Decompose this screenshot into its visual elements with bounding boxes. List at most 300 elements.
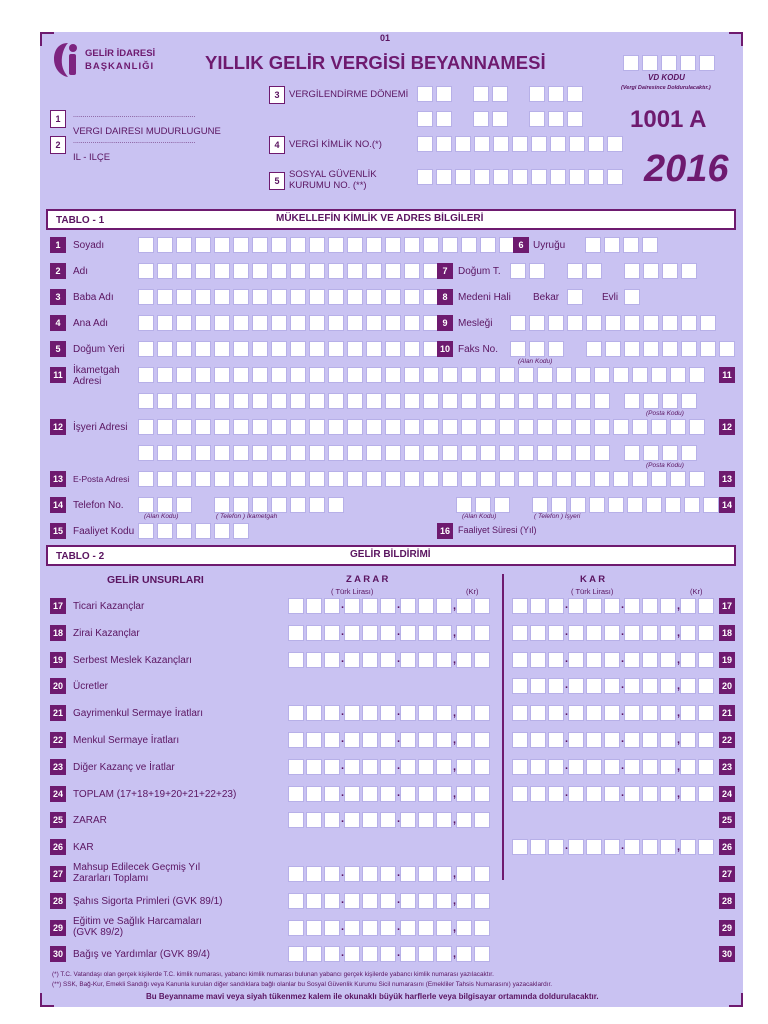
tel-isyeri-alan-cell[interactable] (456, 497, 472, 513)
ikametgah-cell[interactable] (404, 367, 420, 383)
ikametgah-cell[interactable] (195, 393, 211, 409)
soyadi-cell[interactable] (271, 237, 287, 253)
kar-17-cell[interactable] (568, 598, 584, 614)
dogum-yil-cell[interactable] (643, 263, 659, 279)
isyeri-cell[interactable] (537, 419, 553, 435)
sgk-no-cell[interactable] (436, 169, 452, 185)
adi-cell[interactable] (214, 263, 230, 279)
dogum-yeri-cell[interactable] (328, 341, 344, 357)
kar-24-cell[interactable] (624, 786, 640, 802)
ikametgah-cell[interactable] (252, 367, 268, 383)
eposta-cell[interactable] (651, 471, 667, 487)
meslek-cell[interactable] (605, 315, 621, 331)
zarar-23-cell[interactable] (362, 759, 378, 775)
zarar-24-cell[interactable] (380, 786, 396, 802)
faks-alan-cell[interactable] (548, 341, 564, 357)
ana-adi-cell[interactable] (328, 315, 344, 331)
zarar-25-cell[interactable] (306, 812, 322, 828)
zarar-29-cell[interactable] (362, 920, 378, 936)
kar-21-cell[interactable] (568, 705, 584, 721)
kar-22-cell[interactable] (530, 732, 546, 748)
ikametgah-cell[interactable] (157, 393, 173, 409)
faks-cell[interactable] (643, 341, 659, 357)
zarar-21-cell[interactable] (324, 705, 340, 721)
eposta-cell[interactable] (613, 471, 629, 487)
ikametgah-cell[interactable] (328, 393, 344, 409)
kar-19-cell[interactable] (604, 652, 620, 668)
isyeri-cell[interactable] (499, 419, 515, 435)
kar-26-cell[interactable] (530, 839, 546, 855)
zarar-18-cell[interactable] (306, 625, 322, 641)
adi-cell[interactable] (309, 263, 325, 279)
zarar-29-kurus-cell[interactable] (456, 920, 472, 936)
uyrugu-cell[interactable] (604, 237, 620, 253)
sgk-no-cell[interactable] (588, 169, 604, 185)
zarar-22-kurus-cell[interactable] (456, 732, 472, 748)
zarar-28-cell[interactable] (400, 893, 416, 909)
tel-ikametgah-cell[interactable] (233, 497, 249, 513)
isyeri-cell[interactable] (689, 419, 705, 435)
zarar-19-cell[interactable] (288, 652, 304, 668)
kar-18-cell[interactable] (660, 625, 676, 641)
period-cell[interactable] (567, 86, 583, 102)
kar-23-kurus-cell[interactable] (680, 759, 696, 775)
soyadi-cell[interactable] (404, 237, 420, 253)
period-cell[interactable] (436, 86, 452, 102)
faks-cell[interactable] (700, 341, 716, 357)
kar-21-cell[interactable] (660, 705, 676, 721)
kar-26-cell[interactable] (586, 839, 602, 855)
zarar-17-cell[interactable] (436, 598, 452, 614)
zarar-18-kurus-cell[interactable] (474, 625, 490, 641)
eposta-cell[interactable] (423, 471, 439, 487)
isyeri-cell[interactable] (214, 445, 230, 461)
eposta-cell[interactable] (632, 471, 648, 487)
ikametgah-posta-cell[interactable] (681, 393, 697, 409)
kar-19-cell[interactable] (660, 652, 676, 668)
eposta-cell[interactable] (594, 471, 610, 487)
soyadi-cell[interactable] (328, 237, 344, 253)
zarar-19-cell[interactable] (306, 652, 322, 668)
zarar-18-cell[interactable] (436, 625, 452, 641)
kar-18-cell[interactable] (512, 625, 528, 641)
ikametgah-cell[interactable] (480, 393, 496, 409)
zarar-23-cell[interactable] (380, 759, 396, 775)
dogum-yeri-cell[interactable] (214, 341, 230, 357)
zarar-19-cell[interactable] (362, 652, 378, 668)
tel-ikametgah-cell[interactable] (328, 497, 344, 513)
kar-23-cell[interactable] (548, 759, 564, 775)
kar-17-cell[interactable] (530, 598, 546, 614)
faks-cell[interactable] (624, 341, 640, 357)
zarar-27-cell[interactable] (344, 866, 360, 882)
zarar-24-cell[interactable] (362, 786, 378, 802)
faaliyet-kodu-cell[interactable] (214, 523, 230, 539)
dogum-yeri-cell[interactable] (252, 341, 268, 357)
dogum-yeri-cell[interactable] (404, 341, 420, 357)
ana-adi-cell[interactable] (366, 315, 382, 331)
ikametgah-cell[interactable] (499, 367, 515, 383)
zarar-25-cell[interactable] (436, 812, 452, 828)
sgk-no-cell[interactable] (493, 169, 509, 185)
zarar-30-cell[interactable] (324, 946, 340, 962)
zarar-17-cell[interactable] (306, 598, 322, 614)
zarar-28-kurus-cell[interactable] (456, 893, 472, 909)
eposta-cell[interactable] (556, 471, 572, 487)
sgk-no-cell[interactable] (607, 169, 623, 185)
isyeri-cell[interactable] (651, 419, 667, 435)
faks-alan-cell[interactable] (510, 341, 526, 357)
ana-adi-cell[interactable] (157, 315, 173, 331)
faks-alan-cell[interactable] (529, 341, 545, 357)
zarar-18-cell[interactable] (324, 625, 340, 641)
zarar-19-kurus-cell[interactable] (456, 652, 472, 668)
kar-24-cell[interactable] (642, 786, 658, 802)
isyeri-cell[interactable] (461, 445, 477, 461)
isyeri-cell[interactable] (404, 445, 420, 461)
zarar-29-cell[interactable] (380, 920, 396, 936)
zarar-30-cell[interactable] (400, 946, 416, 962)
eposta-cell[interactable] (670, 471, 686, 487)
adi-cell[interactable] (366, 263, 382, 279)
dogum-yeri-cell[interactable] (271, 341, 287, 357)
zarar-17-cell[interactable] (344, 598, 360, 614)
kar-24-kurus-cell[interactable] (680, 786, 696, 802)
tel-isyeri-cell[interactable] (608, 497, 624, 513)
ikametgah-cell[interactable] (537, 393, 553, 409)
zarar-28-cell[interactable] (418, 893, 434, 909)
soyadi-cell[interactable] (385, 237, 401, 253)
dogum-yeri-cell[interactable] (233, 341, 249, 357)
zarar-27-cell[interactable] (324, 866, 340, 882)
kar-23-kurus-cell[interactable] (698, 759, 714, 775)
eposta-cell[interactable] (138, 471, 154, 487)
zarar-24-cell[interactable] (306, 786, 322, 802)
period-cell[interactable] (529, 86, 545, 102)
eposta-cell[interactable] (575, 471, 591, 487)
kar-22-cell[interactable] (548, 732, 564, 748)
tel-isyeri-cell[interactable] (627, 497, 643, 513)
vergi-kimlik-cell[interactable] (417, 136, 433, 152)
adi-cell[interactable] (328, 263, 344, 279)
kar-26-kurus-cell[interactable] (698, 839, 714, 855)
dogum-gun-cell[interactable] (510, 263, 526, 279)
zarar-25-cell[interactable] (324, 812, 340, 828)
eposta-cell[interactable] (176, 471, 192, 487)
isyeri-cell[interactable] (594, 445, 610, 461)
zarar-17-cell[interactable] (418, 598, 434, 614)
adi-cell[interactable] (233, 263, 249, 279)
soyadi-cell[interactable] (442, 237, 458, 253)
zarar-30-kurus-cell[interactable] (474, 946, 490, 962)
kar-19-cell[interactable] (624, 652, 640, 668)
kar-26-cell[interactable] (624, 839, 640, 855)
tel-isyeri-cell[interactable] (532, 497, 548, 513)
eposta-cell[interactable] (461, 471, 477, 487)
zarar-28-cell[interactable] (362, 893, 378, 909)
ana-adi-cell[interactable] (195, 315, 211, 331)
zarar-24-cell[interactable] (344, 786, 360, 802)
isyeri-cell[interactable] (518, 419, 534, 435)
zarar-28-cell[interactable] (344, 893, 360, 909)
dogum-ay-cell[interactable] (567, 263, 583, 279)
zarar-19-cell[interactable] (324, 652, 340, 668)
ikametgah-cell[interactable] (518, 393, 534, 409)
zarar-17-cell[interactable] (400, 598, 416, 614)
kar-22-cell[interactable] (624, 732, 640, 748)
tel-ikametgah-cell[interactable] (252, 497, 268, 513)
zarar-29-kurus-cell[interactable] (474, 920, 490, 936)
ikametgah-cell[interactable] (366, 367, 382, 383)
ikametgah-cell[interactable] (670, 367, 686, 383)
kar-20-cell[interactable] (530, 678, 546, 694)
zarar-23-cell[interactable] (436, 759, 452, 775)
baba-adi-cell[interactable] (347, 289, 363, 305)
kar-26-cell[interactable] (642, 839, 658, 855)
ikametgah-cell[interactable] (233, 367, 249, 383)
faaliyet-kodu-cell[interactable] (157, 523, 173, 539)
period-cell[interactable] (417, 86, 433, 102)
meslek-cell[interactable] (567, 315, 583, 331)
kar-23-cell[interactable] (660, 759, 676, 775)
kar-22-cell[interactable] (604, 732, 620, 748)
ikametgah-cell[interactable] (423, 367, 439, 383)
ikametgah-cell[interactable] (214, 367, 230, 383)
zarar-21-cell[interactable] (288, 705, 304, 721)
isyeri-cell[interactable] (347, 419, 363, 435)
meslek-cell[interactable] (643, 315, 659, 331)
ikametgah-cell[interactable] (594, 393, 610, 409)
baba-adi-cell[interactable] (138, 289, 154, 305)
adi-cell[interactable] (195, 263, 211, 279)
zarar-30-cell[interactable] (436, 946, 452, 962)
eposta-cell[interactable] (689, 471, 705, 487)
zarar-24-kurus-cell[interactable] (474, 786, 490, 802)
ikametgah-cell[interactable] (499, 393, 515, 409)
isyeri-cell[interactable] (252, 445, 268, 461)
soyadi-cell[interactable] (423, 237, 439, 253)
zarar-22-cell[interactable] (380, 732, 396, 748)
eposta-cell[interactable] (214, 471, 230, 487)
zarar-25-cell[interactable] (418, 812, 434, 828)
ikametgah-cell[interactable] (461, 367, 477, 383)
zarar-30-cell[interactable] (344, 946, 360, 962)
tel-ikametgah-cell[interactable] (271, 497, 287, 513)
ikametgah-cell[interactable] (423, 393, 439, 409)
tel-ikametgah-cell[interactable] (290, 497, 306, 513)
isyeri-cell[interactable] (575, 445, 591, 461)
ikametgah-cell[interactable] (575, 393, 591, 409)
ikametgah-cell[interactable] (404, 393, 420, 409)
zarar-30-cell[interactable] (418, 946, 434, 962)
zarar-29-cell[interactable] (418, 920, 434, 936)
vergi-kimlik-cell[interactable] (569, 136, 585, 152)
zarar-17-cell[interactable] (380, 598, 396, 614)
zarar-25-cell[interactable] (362, 812, 378, 828)
meslek-cell[interactable] (586, 315, 602, 331)
kar-22-cell[interactable] (660, 732, 676, 748)
kar-26-cell[interactable] (512, 839, 528, 855)
zarar-24-cell[interactable] (324, 786, 340, 802)
kar-24-cell[interactable] (604, 786, 620, 802)
isyeri-cell[interactable] (613, 419, 629, 435)
dogum-yil-cell[interactable] (681, 263, 697, 279)
faks-cell[interactable] (719, 341, 735, 357)
vergi-kimlik-cell[interactable] (550, 136, 566, 152)
period-cell[interactable] (548, 86, 564, 102)
ikametgah-cell[interactable] (518, 367, 534, 383)
ikametgah-posta-cell[interactable] (643, 393, 659, 409)
zarar-24-cell[interactable] (400, 786, 416, 802)
vergi-kimlik-cell[interactable] (607, 136, 623, 152)
eposta-cell[interactable] (404, 471, 420, 487)
zarar-21-cell[interactable] (436, 705, 452, 721)
period-cell[interactable] (417, 111, 433, 127)
baba-adi-cell[interactable] (271, 289, 287, 305)
zarar-22-cell[interactable] (418, 732, 434, 748)
vd-kodu-cell[interactable] (680, 55, 696, 71)
kar-18-cell[interactable] (604, 625, 620, 641)
zarar-27-cell[interactable] (400, 866, 416, 882)
dogum-yeri-cell[interactable] (309, 341, 325, 357)
kar-21-cell[interactable] (548, 705, 564, 721)
zarar-30-kurus-cell[interactable] (456, 946, 472, 962)
isyeri-cell[interactable] (423, 445, 439, 461)
ikametgah-cell[interactable] (385, 367, 401, 383)
ikametgah-cell[interactable] (176, 393, 192, 409)
isyeri-cell[interactable] (233, 445, 249, 461)
kar-20-cell[interactable] (642, 678, 658, 694)
zarar-17-cell[interactable] (288, 598, 304, 614)
ikametgah-cell[interactable] (442, 367, 458, 383)
baba-adi-cell[interactable] (157, 289, 173, 305)
zarar-28-kurus-cell[interactable] (474, 893, 490, 909)
ana-adi-cell[interactable] (214, 315, 230, 331)
isyeri-cell[interactable] (290, 445, 306, 461)
soyadi-cell[interactable] (195, 237, 211, 253)
isyeri-cell[interactable] (157, 445, 173, 461)
dogum-yil-cell[interactable] (624, 263, 640, 279)
faks-cell[interactable] (662, 341, 678, 357)
isyeri-posta-cell[interactable] (624, 445, 640, 461)
isyeri-cell[interactable] (480, 445, 496, 461)
kar-26-cell[interactable] (604, 839, 620, 855)
dogum-ay-cell[interactable] (586, 263, 602, 279)
baba-adi-cell[interactable] (385, 289, 401, 305)
dogum-yeri-cell[interactable] (195, 341, 211, 357)
ikametgah-cell[interactable] (176, 367, 192, 383)
eposta-cell[interactable] (366, 471, 382, 487)
zarar-22-cell[interactable] (288, 732, 304, 748)
tel-ikametgah-alan-cell[interactable] (157, 497, 173, 513)
adi-cell[interactable] (290, 263, 306, 279)
kar-18-cell[interactable] (568, 625, 584, 641)
kar-17-cell[interactable] (604, 598, 620, 614)
zarar-30-cell[interactable] (380, 946, 396, 962)
kar-24-kurus-cell[interactable] (698, 786, 714, 802)
soyadi-cell[interactable] (309, 237, 325, 253)
ikametgah-cell[interactable] (309, 393, 325, 409)
faks-cell[interactable] (605, 341, 621, 357)
ikametgah-cell[interactable] (195, 367, 211, 383)
baba-adi-cell[interactable] (252, 289, 268, 305)
ikametgah-cell[interactable] (214, 393, 230, 409)
ana-adi-cell[interactable] (138, 315, 154, 331)
isyeri-cell[interactable] (556, 445, 572, 461)
isyeri-cell[interactable] (138, 445, 154, 461)
isyeri-cell[interactable] (252, 419, 268, 435)
ikametgah-posta-cell[interactable] (624, 393, 640, 409)
dogum-yeri-cell[interactable] (366, 341, 382, 357)
kar-19-cell[interactable] (512, 652, 528, 668)
ikametgah-cell[interactable] (461, 393, 477, 409)
period-cell[interactable] (473, 86, 489, 102)
kar-26-cell[interactable] (568, 839, 584, 855)
zarar-22-cell[interactable] (324, 732, 340, 748)
isyeri-cell[interactable] (176, 419, 192, 435)
kar-18-cell[interactable] (586, 625, 602, 641)
kar-20-kurus-cell[interactable] (680, 678, 696, 694)
soyadi-cell[interactable] (214, 237, 230, 253)
vergi-kimlik-cell[interactable] (588, 136, 604, 152)
eposta-cell[interactable] (518, 471, 534, 487)
zarar-19-kurus-cell[interactable] (474, 652, 490, 668)
zarar-17-kurus-cell[interactable] (456, 598, 472, 614)
ikametgah-posta-cell[interactable] (662, 393, 678, 409)
dogum-gun-cell[interactable] (529, 263, 545, 279)
isyeri-cell[interactable] (632, 419, 648, 435)
kar-20-cell[interactable] (586, 678, 602, 694)
kar-23-cell[interactable] (586, 759, 602, 775)
zarar-25-kurus-cell[interactable] (456, 812, 472, 828)
eposta-cell[interactable] (252, 471, 268, 487)
ikametgah-cell[interactable] (347, 367, 363, 383)
kar-26-kurus-cell[interactable] (680, 839, 696, 855)
zarar-24-cell[interactable] (288, 786, 304, 802)
isyeri-cell[interactable] (328, 419, 344, 435)
kar-21-kurus-cell[interactable] (680, 705, 696, 721)
tel-isyeri-cell[interactable] (589, 497, 605, 513)
period-cell[interactable] (548, 111, 564, 127)
kar-20-cell[interactable] (512, 678, 528, 694)
faaliyet-kodu-cell[interactable] (138, 523, 154, 539)
eposta-cell[interactable] (290, 471, 306, 487)
kar-20-kurus-cell[interactable] (698, 678, 714, 694)
tel-isyeri-alan-cell[interactable] (494, 497, 510, 513)
sgk-no-cell[interactable] (417, 169, 433, 185)
zarar-28-cell[interactable] (436, 893, 452, 909)
eposta-cell[interactable] (537, 471, 553, 487)
tel-isyeri-alan-cell[interactable] (475, 497, 491, 513)
isyeri-posta-cell[interactable] (662, 445, 678, 461)
kar-22-kurus-cell[interactable] (680, 732, 696, 748)
zarar-27-cell[interactable] (306, 866, 322, 882)
kar-23-cell[interactable] (642, 759, 658, 775)
period-cell[interactable] (436, 111, 452, 127)
meslek-cell[interactable] (548, 315, 564, 331)
kar-17-cell[interactable] (548, 598, 564, 614)
zarar-27-cell[interactable] (418, 866, 434, 882)
faks-cell[interactable] (586, 341, 602, 357)
kar-21-cell[interactable] (642, 705, 658, 721)
uyrugu-cell[interactable] (623, 237, 639, 253)
kar-23-cell[interactable] (624, 759, 640, 775)
zarar-21-kurus-cell[interactable] (456, 705, 472, 721)
vergi-kimlik-cell[interactable] (531, 136, 547, 152)
zarar-25-kurus-cell[interactable] (474, 812, 490, 828)
period-cell[interactable] (529, 111, 545, 127)
vd-kodu-cell[interactable] (699, 55, 715, 71)
